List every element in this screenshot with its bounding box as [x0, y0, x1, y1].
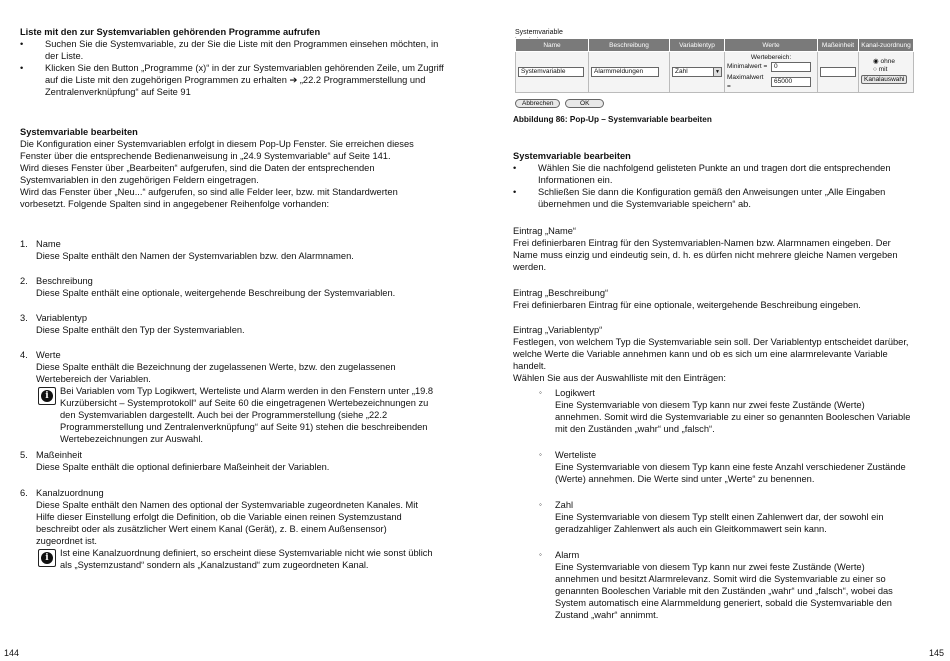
list-item: 1. Name Diese Spalte enthält den Namen der Systemvariablen bzw. den Alarmnamen. — [20, 239, 354, 261]
description-input[interactable]: Alarmmeldungen — [591, 67, 659, 77]
info-note: i Ist eine Kanalzuordnung definiert, so erscheint diese Systemvariable nicht wie sonst üblich als „Systemzustand“ sondern als „Kanalzustand“ zum zugeordneten Kanal. — [36, 547, 435, 571]
min-label: Minimalwert = — [727, 63, 768, 70]
col-header: Werte — [725, 39, 818, 52]
col-header: Beschreibung — [589, 39, 670, 52]
section-edit-intro — [20, 126, 440, 210]
bullet-item: • Schließen Sie dann die Konfiguration gemäß den Anweisungen unter „Alle Eingaben übernehmen und die Systemvariable speichern“ ab. — [513, 187, 886, 209]
type-item-zahl: ◦ Zahl Eine Systemvariable von diesem Typ stellt einen Zahlenwert dar, der sowohl ein geradzahliger Zahlenwert als auch ein Gleitkommawert sein kann. — [539, 500, 884, 534]
col-header: Kanal-zuordnung — [859, 39, 914, 52]
list-item: 3. Variablentyp Diese Spalte enthält den Typ der Systemvariablen. — [20, 313, 245, 335]
radio-mit[interactable]: ○ mit — [873, 66, 888, 73]
entry-description: Eintrag „Beschreibung“ Frei definierbaren Eintrag für eine optionale, weitergehende Beschreibung eingeben. — [513, 288, 861, 310]
paragraph: Wird dieses Fenster über „Bearbeiten“ aufgerufen, sind die Daten der entsprechenden Systemvariablen in den zugehörigen Feldern eingetragen. — [20, 163, 375, 185]
paragraph: Die Konfiguration einer Systemvariablen erfolgt in diesem Pop-Up Fenster. Sie erreichen dieses Fenster über die entsprechende Bedienanweisung in „24.9 Systemvariable“ auf Seite 141. — [20, 139, 414, 161]
name-input[interactable]: Systemvariable — [518, 67, 584, 77]
list-item: 6. Kanalzuordnung Diese Spalte enthält den Namen des optional der Systemvariable zugeordneten Kanales. Mit Hilfe dieser Einstellung erfolgt die Definition, ob die Variable einen reinen Systemzustand beschreibt oder als zusätzlicher Wert einem Kanal (Gerät), z. B. einem Außensensor) zugeordnet ist. i Ist eine Kanalzuordnung definiert, so erscheint diese Systemvariable nicht wie sonst üblich als „Systemzustand“ sondern als „Kanalzustand“ zum zugeordneten Kanal. — [20, 487, 435, 571]
heading-edit: Systemvariable bearbeiten — [20, 127, 138, 137]
radio-checked-icon[interactable]: ◉ — [873, 58, 879, 65]
type-item-logikwert: ◦ Logikwert Eine Systemvariable von diesem Typ kann nur zwei feste Zustände (Werte) annehmen. Somit wird die Systemvariable zu einer so genannten Booleschen Variable mit den Zuständen „wahr“ und „falsch“. — [539, 388, 911, 434]
entry-variable-type: Eintrag „Variablentyp“ Festlegen, von welchem Typ die Systemvariable sein soll. Der Variablentyp entscheidet darüber, welche Werte die Variable annehmen kann und ob es sich um eine alarmrelevante Variable handelt. Wählen Sie aus der Auswahlliste mit den Einträgen: — [513, 325, 909, 383]
right-page — [475, 0, 950, 661]
section-edit-steps — [513, 150, 908, 210]
page-number: 144 — [4, 648, 20, 658]
list-item: 4. Werte Diese Spalte enthält die Bezeichnung der zugelassenen Werte, bzw. den zugelassenen Wertebereich der Variablen. i Bei Variablen vom Typ Logikwert, Werteliste und Alarm werden in den Fenstern unter „19.8 Kurzübersicht – Systemprotokoll“ auf Seite 60 die eingetragenen Wertebezeichnungen zu den Systemvariablen dargestellt. Auch bei der Programmerstellung (siehe „22.2 Programmerstellung und Zentralenverknüpfung“ auf Seite 91) stehen die beschreibenden Wertebezeichnungen zur Auswahl. — [20, 350, 434, 444]
type-select[interactable]: Zahl ▼ — [672, 67, 722, 77]
section-program-list — [20, 26, 445, 98]
paragraph: Wird das Fenster über „Neu...“ aufgerufen, so sind alle Felder leer, bzw. mit Standardwerten vorbesetzt. Folgende Spalten sind in angegebener Reihenfolge vorhanden: — [20, 187, 398, 209]
info-note: i Bei Variablen vom Typ Logikwert, Werteliste und Alarm werden in den Fenstern unter „19.8 Kurzübersicht – Systemprotokoll“ auf Seite 60 die eingetragenen Wertebezeichnungen zu den Systemvariablen dargestellt. Auch bei der Programmerstellung (siehe „22.2 Programmerstellung und Zentralenverknüpfung“ auf Seite 91) stehen die beschreibenden Wertebezeichnungen zur Auswahl. — [36, 385, 435, 445]
column-list — [20, 238, 435, 262]
channel-select-button[interactable]: Kanalauswahl — [861, 75, 907, 84]
list-item: 2. Beschreibung Diese Spalte enthält eine optionale, weitergehende Beschreibung der Systemvariablen. — [20, 276, 396, 298]
info-icon: i — [38, 549, 56, 567]
info-icon: i — [38, 387, 56, 405]
figure-caption: Abbildung 86: Pop-Up – Systemvariable bearbeiten — [513, 115, 712, 124]
heading-edit-right: Systemvariable bearbeiten — [513, 151, 631, 161]
col-header: Variablentyp — [670, 39, 725, 52]
bullet-item: • Suchen Sie die Systemvariable, zu der Sie die Liste mit den Programmen einsehen möchten, in der Liste. — [20, 39, 439, 61]
col-header: Name — [516, 39, 589, 52]
page-number: 145 — [928, 648, 944, 658]
dialog-title: Systemvariable — [515, 28, 591, 47]
dropdown-arrow-icon[interactable]: ▼ — [713, 68, 721, 76]
ok-button[interactable]: OK — [565, 99, 604, 108]
radio-unchecked-icon[interactable]: ○ — [873, 66, 877, 73]
col-header: Maßeinheit — [818, 39, 859, 52]
cancel-button[interactable]: Abbrechen — [515, 99, 560, 108]
range-label: Wertebereich: — [750, 53, 792, 61]
min-value-input[interactable]: 0 — [771, 62, 811, 72]
type-item-werteliste: ◦ Werteliste Eine Systemvariable von diesem Typ kann eine feste Anzahl verschiedener Zustände (Werte) annehmen. Die Werte sind unter „Werte“ zu benennen. — [539, 450, 906, 484]
entry-name: Eintrag „Name“ Frei definierbaren Eintrag für den Systemvariablen-Namen bzw. Alarmnamen eingeben. Der Name muss einzig und eindeutig sein, d. h. es dürfen nicht mehrere gleiche Namen vergeben werden. — [513, 226, 898, 272]
max-value-input[interactable]: 65000 — [771, 77, 811, 87]
radio-ohne[interactable]: ◉ ohne — [873, 58, 895, 65]
bullet-item: • Wählen Sie die nachfolgend gelisteten Punkte an und tragen dort die entsprechenden Informationen ein. — [513, 163, 891, 185]
type-item-alarm: ◦ Alarm Eine Systemvariable von diesem Typ kann nur zwei feste Zustände (Werte) annehmen und besitzt Alarmrelevanz. Somit wird die Systemvariable zu einer so genannten Booleschen Variable mit den Zuständen „wahr“ und „falsch“, wobei das System automatisch eine Alarmmeldung generiert, sobald die Systemvariable den Zustand „wahr“ annimmt. — [539, 550, 893, 620]
bullet-item: • Klicken Sie den Button „Programme (x)“ in der zur Systemvariablen gehörenden Zeile, um Zugriff auf die Liste mit den zugehörigen Programmen zu erhalten ➔ „22.2 Programmerstellung und Zentralenverknüpfung“ auf Seite 91 — [20, 63, 444, 97]
heading-program-list: Liste mit den zur Systemvariablen gehörenden Programme aufrufen — [20, 27, 321, 37]
max-label: Maximalwert = — [727, 73, 764, 90]
list-item: 5. Maßeinheit Diese Spalte enthält die optional definierbare Maßeinheit der Variablen. — [20, 450, 330, 472]
